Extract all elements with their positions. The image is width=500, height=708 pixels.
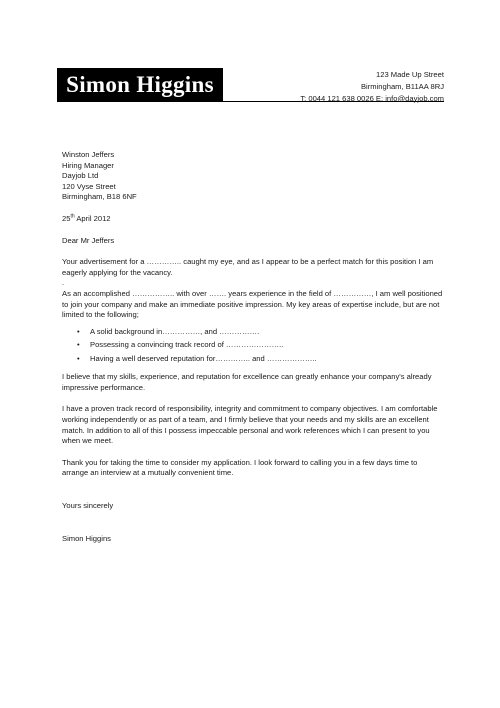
date-month-year: April 2012 — [74, 213, 111, 223]
list-item-text: A solid background in……………, and ……………. — [90, 326, 260, 336]
recipient-street: 120 Vyse Street — [62, 181, 116, 191]
list-item — [62, 354, 444, 364]
list-item-text: Possessing a convincing track record of ………………….. — [90, 340, 284, 350]
stray-period: . — [62, 278, 65, 288]
bullet-icon: • — [77, 340, 80, 350]
recipient-name: Winston Jeffers — [62, 150, 115, 159]
recipient-company: Dayjob Ltd — [62, 171, 99, 181]
paragraph-thanks: Thank you for taking the time to consider my application. I look forward to calling you in a few days time to arrange an interview at a mutually convenient time. — [62, 457, 418, 478]
list-item — [62, 340, 444, 350]
sender-address-line1: 123 Made Up Street — [376, 70, 444, 79]
recipient-city: Birmingham, B18 6NF — [62, 192, 137, 202]
recipient-title: Hiring Manager — [62, 160, 114, 170]
paragraph-track-record: I have a proven track record of responsibility, integrity and commitment to company objectives. I am comfortable working independently or as part of a team, and I firmly believe that your needs and my skills are an excellent match. In addition to all of this I possess impeccable personal and work references which I can present to you when we meet. — [62, 404, 438, 446]
sender-address-line2: Birmingham, B11AA 8RJ — [360, 82, 444, 91]
salutation: Dear Mr Jeffers — [62, 235, 115, 245]
sender-phone-email: T: 0044 121 638 0026 E: info@dayjob.com — [300, 94, 444, 103]
letter-body — [62, 150, 444, 544]
closing: Yours sincerely — [62, 500, 114, 510]
letter-date — [62, 214, 444, 225]
sender-name-banner: Simon Higgins — [57, 68, 223, 102]
sender-contact-block — [300, 69, 444, 105]
date-suffix: th — [70, 213, 75, 220]
bullet-icon: • — [77, 353, 80, 363]
list-item-text: Having a well deserved reputation for………….. and ……………….. — [90, 353, 317, 363]
expertise-list — [62, 327, 444, 364]
recipient-block — [62, 150, 444, 203]
list-item — [62, 327, 444, 337]
signature-name: Simon Higgins — [62, 533, 111, 543]
bullet-icon: • — [77, 326, 80, 336]
paragraph-experience: As an accomplished …………….. with over ……. years experience in the field of ……………, I am well positioned to join your company and make an immediate positive impression. My key areas of expertise include, but are not limited to the following; — [62, 288, 443, 320]
paragraph-skills: I believe that my skills, experience, and reputation for excellence can greatly enhance your company's already impressive performance. — [62, 372, 432, 392]
date-day: 25 — [62, 213, 71, 223]
paragraph-intro: Your advertisement for a ………….. caught my eye, and as I appear to be a perfect match for this position I am eagerly applying for the vacancy. — [62, 257, 434, 277]
